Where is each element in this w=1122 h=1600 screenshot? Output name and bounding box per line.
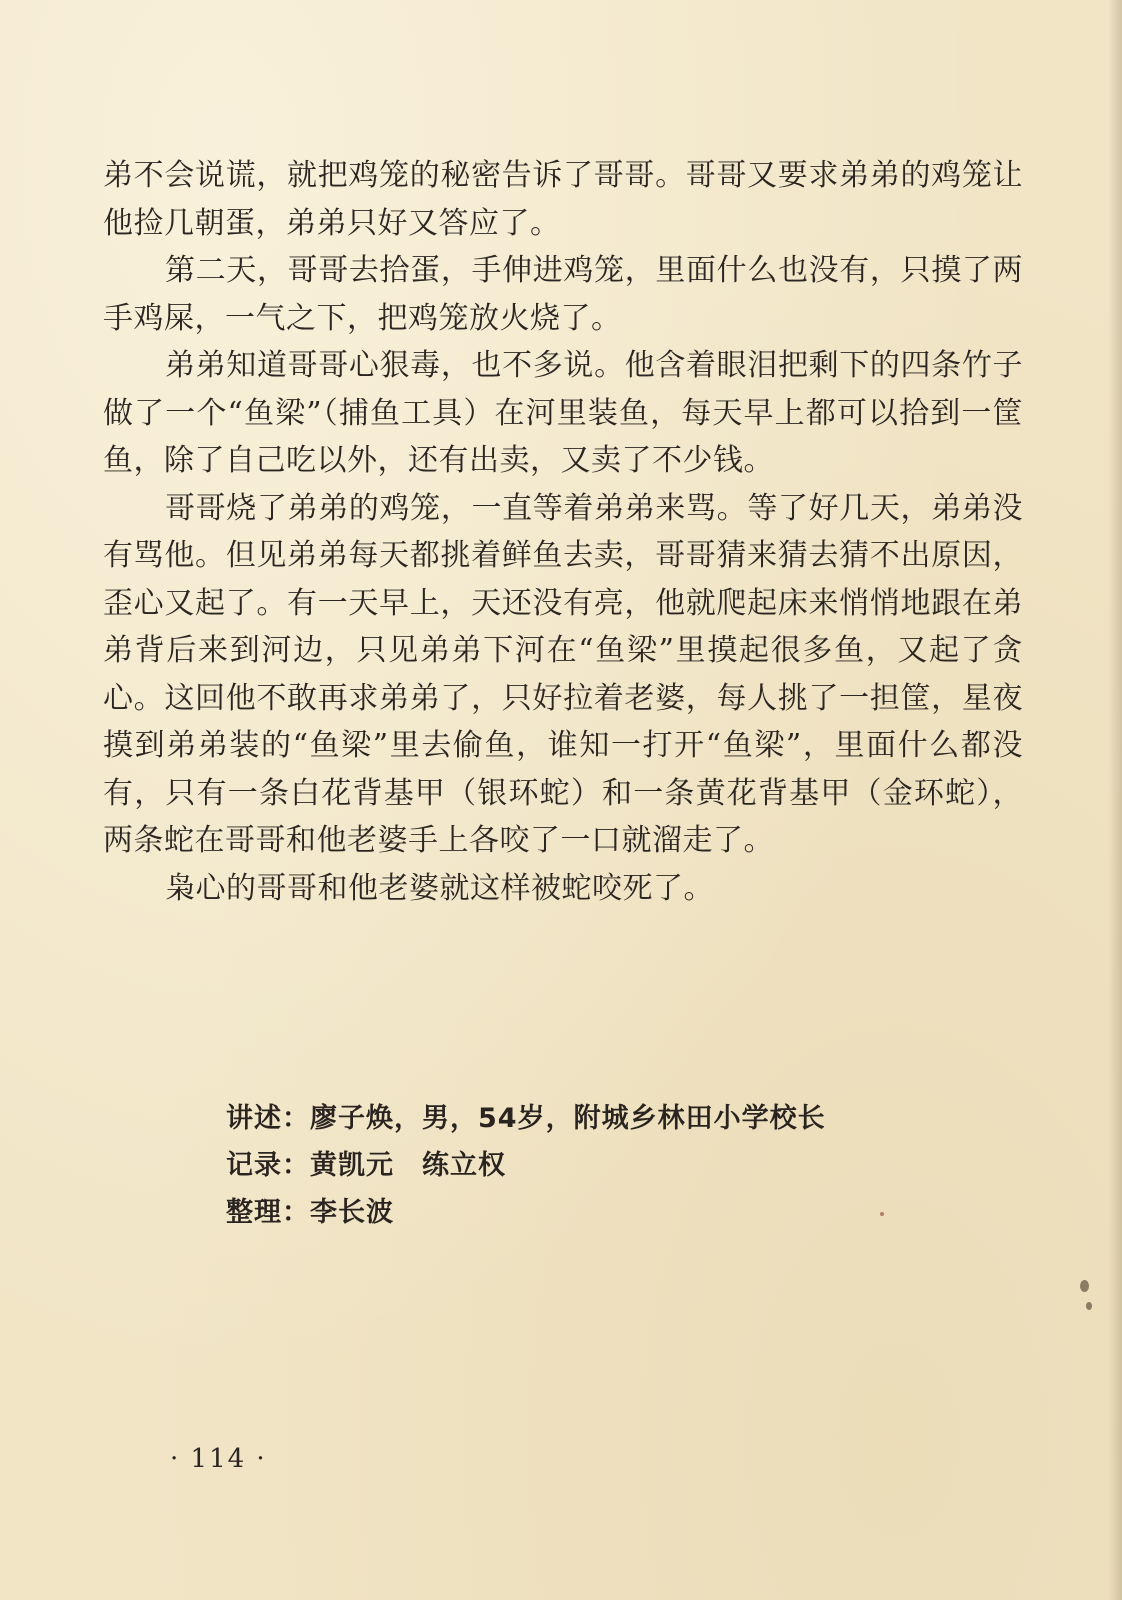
paragraph: 弟不会说谎，就把鸡笼的秘密告诉了哥哥。哥哥又要求弟弟的鸡笼让他捡几朝蛋，弟弟只好又答应了。 — [103, 158, 1023, 241]
ink-speck — [1086, 1302, 1092, 1310]
credit-value: 廖子焕，男，54岁，附城乡林田小学校长 — [310, 1103, 826, 1134]
ink-speck — [880, 1212, 884, 1216]
credit-label: 记录： — [226, 1150, 310, 1181]
ink-speck — [1080, 1280, 1089, 1292]
page-number: · 114 · — [170, 1444, 267, 1474]
credit-label: 整理： — [226, 1197, 310, 1228]
credit-editor — [226, 1189, 986, 1236]
story-credits — [226, 1095, 986, 1236]
credit-value: 李长波 — [310, 1197, 394, 1228]
paragraph: 第二天，哥哥去拾蛋，手伸进鸡笼，里面什么也没有，只摸了两手鸡屎，一气之下，把鸡笼放火烧了。 — [103, 253, 1023, 336]
page-edge-shadow — [1108, 0, 1122, 1600]
credit-value: 黄凯元 练立权 — [310, 1150, 506, 1181]
paragraph: 枭心的哥哥和他老婆就这样被蛇咬死了。 — [165, 870, 714, 906]
paragraph: 哥哥烧了弟弟的鸡笼，一直等着弟弟来骂。等了好几天，弟弟没有骂他。但见弟弟每天都挑着鲜鱼去卖，哥哥猜来猜去猜不出原因，歪心又起了。有一天早上，天还没有亮，他就爬起床来悄悄地跟在弟弟背后来到河边，只见弟弟下河在“鱼梁”里摸起很多鱼，又起了贪心。这回他不敢再求弟弟了，只好拉着老婆，每人挑了一担筐，星夜摸到弟弟装的“鱼梁”里去偷鱼，谁知一打开“鱼梁”，里面什么都没有，只有一条白花背基甲（银环蛇）和一条黄花背基甲（金环蛇），两条蛇在哥哥和他老婆手上各咬了一口就溜走了。 — [103, 490, 1023, 858]
credit-narrator — [226, 1095, 986, 1142]
story-body — [103, 152, 1023, 912]
credit-label: 讲述： — [226, 1103, 310, 1134]
credit-recorder — [226, 1142, 986, 1189]
paragraph: 弟弟知道哥哥心狠毒，也不多说。他含着眼泪把剩下的四条竹子做了一个“鱼梁”（捕鱼工具）在河里装鱼，每天早上都可以拾到一筐鱼，除了自己吃以外，还有出卖，又卖了不少钱。 — [103, 348, 1023, 478]
